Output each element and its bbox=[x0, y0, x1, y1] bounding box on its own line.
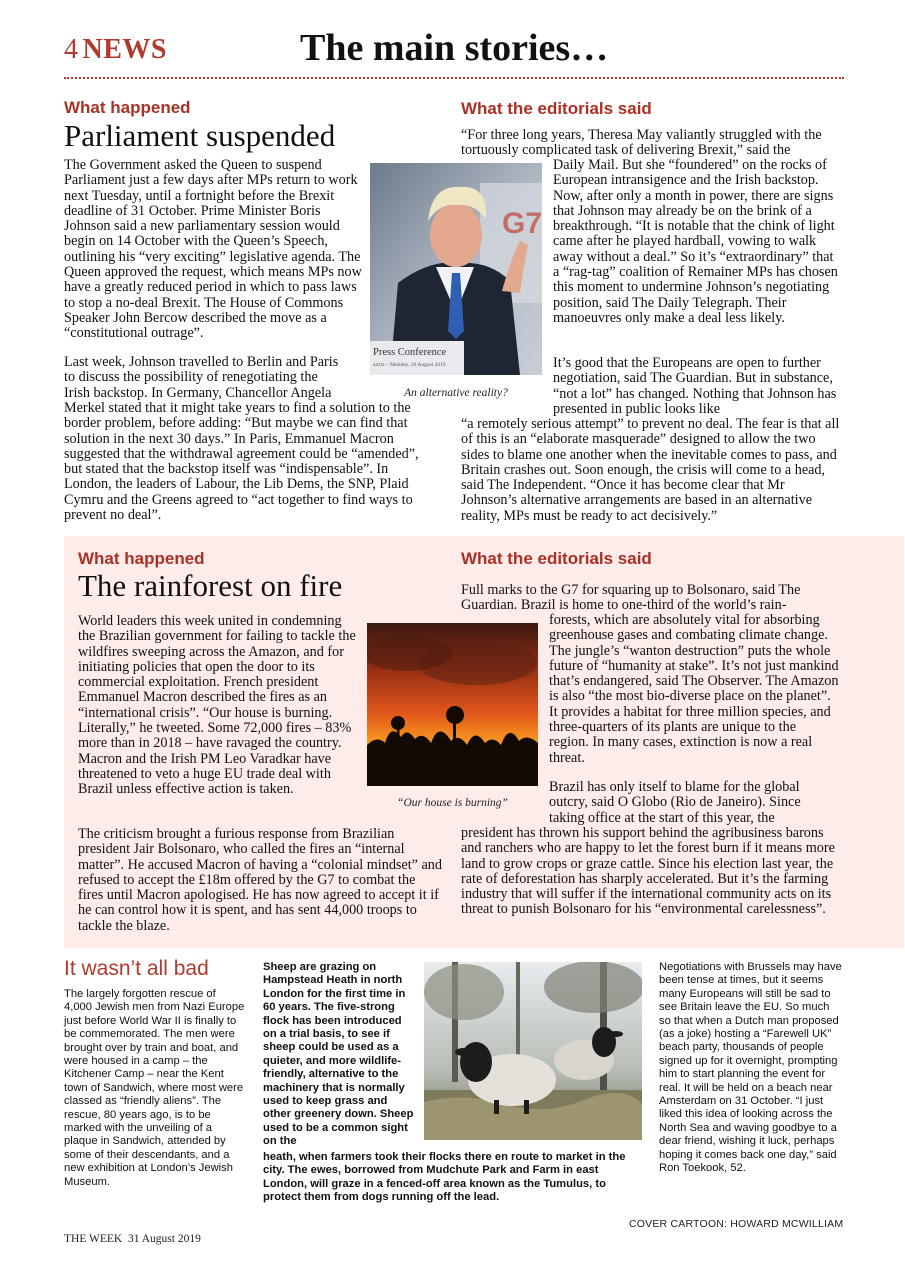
g7-logo: G7 bbox=[502, 207, 542, 240]
story1-para2-narrow bbox=[64, 355, 339, 401]
page-title: The main stories… bbox=[300, 27, 609, 69]
story2-editorial-kicker: What the editorials said bbox=[461, 549, 652, 568]
story1-ed-narrow2-text: It’s good that the Europeans are open to further negotiation, said The Guardian. But in substance, “not a lot” has changed. Nothing that Johnson has presented in public looks like bbox=[553, 355, 837, 417]
story1-headline: Parliament suspended bbox=[64, 118, 336, 153]
story2-ed-narrow1-text: forests, which are absolutely vital for absorbing greenhouse gases and combating climate change. The jungle’s “wanton destruction” puts the whole future of “humanity at stake”. It’s not just mankind that’s endangered, said The Observer. The Amazon is also “the most bio-diverse place on the planet”. It provides a habitat for three million species, and three-quarters of its plants are unique to the region. In many cases, extinction is now a real threat. bbox=[549, 612, 839, 766]
story2-ed-narrow1 bbox=[549, 613, 839, 766]
good-news-col1 bbox=[64, 988, 246, 1189]
story1-ed-narrow1 bbox=[553, 158, 840, 326]
sheep-story-wide bbox=[263, 1151, 645, 1205]
story2-ed-wide-text: president has thrown his support behind the agribusiness barons and ranchers who are happy to let the forest burn if it means more land to grow crops or graze cattle. Since his election last year, the rate of deforestation has sharply accelerated. But it’s the farming industry that will suffer if the international community acts on its threat to punish Bolsonaro for his “environmental carelessness”. bbox=[461, 825, 835, 918]
story1-ed-wide bbox=[461, 417, 840, 524]
story1-para2-wide bbox=[64, 401, 436, 523]
story1-ed-intro-text: “For three long years, Theresa May valiantly struggled with the tortuously complicated task of delivering Brexit,” said the bbox=[461, 127, 822, 159]
johnson-photo-image bbox=[370, 163, 542, 375]
press-sign-sub: arritz – Monday, 26 August 2019 bbox=[373, 362, 446, 368]
good-news-col3-text: Negotiations with Brussels may have been tense at times, but it seems many Europeans will still be sad to see Britain leave the EU. So much so that when a Dutch man proposed (as a joke) hosting a “Farewell UK” beach party, thousands of people signed up for it overnight, prompting him to start planning the event for real. It will be held on a beach near Amsterdam on 31 October. “I just liked this idea of looking across the North Sea and waving goodbye to a dear friend, wishing it luck, perhaps hoping it comes back one day,” said Ron Toekook, 52. bbox=[659, 961, 842, 1175]
story2-ed-wide bbox=[461, 826, 840, 918]
story2-para2 bbox=[78, 827, 444, 934]
press-sign: Press Conference bbox=[373, 347, 447, 358]
story1-ed-wide-text: “a remotely serious attempt” to prevent no deal. The fear is that all of this is an “elaborate masquerade” designed to allow the two sides to blame one another when the inevitable comes to pass, and Britain crashes out. Soon enough, the crisis will come to a head, said The Independent. “Once it has become clear that Mr Johnson’s alternative arrangements are based in an alternative reality, MPs must be ready to act decisively.” bbox=[461, 416, 840, 524]
sheep-photo-image bbox=[424, 962, 642, 1140]
good-news-col3 bbox=[659, 961, 843, 1176]
footer-masthead: THE WEEK 31 August 2019 bbox=[64, 1233, 201, 1245]
good-news-col1-text: The largely forgotten rescue of 4,000 Jewish men from Nazi Europe just before World War II is finally to be commemorated. The men were brought over by train and boat, and were housed in a camp – the Kitchener Camp – near the Kent town of Sandwich, where most were classed as “friendly aliens”. The rescue, 80 years ago, is to be marked with the unveiling of a plaque in Sandwich, attended by some of their descendants, and a new exhibition at London’s Jewish Museum. bbox=[64, 988, 245, 1188]
story2-headline: The rainforest on fire bbox=[78, 568, 343, 603]
fire-photo bbox=[367, 623, 538, 786]
story1-ed-narrow1-text: Daily Mail. But she “foundered” on the rocks of European intransigence and the Irish backstop. Now, after only a month in power, there are signs that Johnson may already be on the brink of a breakthrough. “It is notable that the chink of light came after he played hardball, vowing to walk away without a deal.” So it’s “extraordinary” that a “rag-tag” coalition of Remainer MPs has chosen this moment to undermine Johnson’s negotiating position, said The Daily Telegraph. Their manoeuvres only make a deal less likely. bbox=[553, 157, 838, 326]
header-divider bbox=[64, 77, 844, 79]
section-name: NEWS bbox=[82, 34, 167, 65]
sheep-photo bbox=[424, 962, 642, 1140]
story2-ed-intro bbox=[461, 583, 839, 614]
story2-ed-intro-text: Full marks to the G7 for squaring up to Bolsonaro, said The Guardian. Brazil is home to one-third of the world’s rain- bbox=[461, 582, 801, 614]
story1-para1-text: The Government asked the Queen to suspend Parliament just a few days after MPs return to work next Tuesday, until a fortnight before the Brexit deadline of 31 October. Prime Minister Boris Johnson said a new parliamentary session would begin on 14 October with the Queen’s Speech, outlining his “very exciting” legislative agenda. The Queen approved the request, which means MPs now have a greatly reduced period in which to pass laws to stop a no-deal Brexit. The House of Commons Speaker John Bercow described the move as a “constitutional outrage”. bbox=[64, 157, 362, 342]
story2-para1-text: World leaders this week united in condemning the Brazilian government for failing to tackle the wildfires sweeping across the Amazon, and for initiating policies that open the door to its commercial exploitation. French president Emmanuel Macron described the fires as an “international crisis”. “Our house is burning. Literally,” he tweeted. Some 72,000 fires – 83% more than in 2018 – have ravaged the country. Macron and the Irish PM Leo Varadkar have threatened to veto a huge EU trade deal with Brazil unless effective action is taken. bbox=[78, 613, 356, 798]
story1-ed-intro bbox=[461, 128, 839, 159]
page-number: 4 bbox=[64, 34, 79, 65]
good-news-headline: It wasn’t all bad bbox=[64, 957, 209, 980]
story2-para1 bbox=[78, 614, 360, 798]
johnson-photo bbox=[370, 163, 542, 375]
story1-para2-wide-text: Merkel stated that it might take years to find a solution to the border problem, before adding: “But maybe we can find that solution in the next 30 days.” In Paris, Emmanuel Macron suggested that the withdrawal agreement could be “amended”, but stated that the backstop itself was “indispensable”. In London, the leaders of Labour, the Lib Dems, the SNP, Plaid Cymru and the Greens agreed to “act together to find ways to prevent no deal”. bbox=[64, 400, 419, 524]
sheep-story-narrow bbox=[263, 961, 418, 1149]
story2-para2-text: The criticism brought a furious response from Brazilian president Jair Bolsonaro, who called the fires an “internal matter”. He accused Macron of having a “colonial mindset” and refused to accept the £18m offered by the G7 to combat the fires until Macron apologised. He has now agreed to accept it if he can control how it is spent, and has sent 44,000 troops to tackle the blaze. bbox=[78, 826, 442, 934]
story1-para1 bbox=[64, 158, 364, 342]
story1-photo-caption: An alternative reality? bbox=[404, 387, 508, 399]
story2-ed-narrow2-text: Brazil has only itself to blame for the global outcry, said O Globo (Rio de Janeiro). Since taking office at the start of this year, the bbox=[549, 779, 801, 826]
story2-ed-narrow2 bbox=[549, 780, 839, 826]
story2-photo-caption: “Our house is burning” bbox=[397, 797, 508, 809]
sheep-story-narrow-text: Sheep are grazing on Hampstead Heath in north London for the first time in 60 years. The five-strong flock has been introduced on a trial basis, to see if sheep could be used as a quieter, and more wildlife-friendly, alternative to the machinery that is normally used to keep grass and other greenery down. Sheep used to be a common sight on the bbox=[263, 961, 414, 1148]
story1-editorial-kicker: What the editorials said bbox=[461, 99, 652, 118]
section-label bbox=[64, 34, 167, 66]
story2-kicker: What happened bbox=[78, 549, 205, 568]
sheep-story-wide-text: heath, when farmers took their flocks there en route to market in the city. The ewes, borrowed from Mudchute Park and Farm in east London, will graze in a fenced-off area known as the Tumulus, to protect them from dogs running off the lead. bbox=[263, 1151, 626, 1204]
story1-para2-narrow-text: Last week, Johnson travelled to Berlin and Paris to discuss the possibility of renegotiating the Irish backstop. In Germany, Chancellor Angela bbox=[64, 354, 339, 401]
cover-credit: COVER CARTOON: HOWARD MCWILLIAM bbox=[629, 1218, 844, 1230]
story1-kicker: What happened bbox=[64, 98, 191, 117]
story1-ed-narrow2 bbox=[553, 356, 840, 417]
fire-photo-image bbox=[367, 623, 538, 786]
